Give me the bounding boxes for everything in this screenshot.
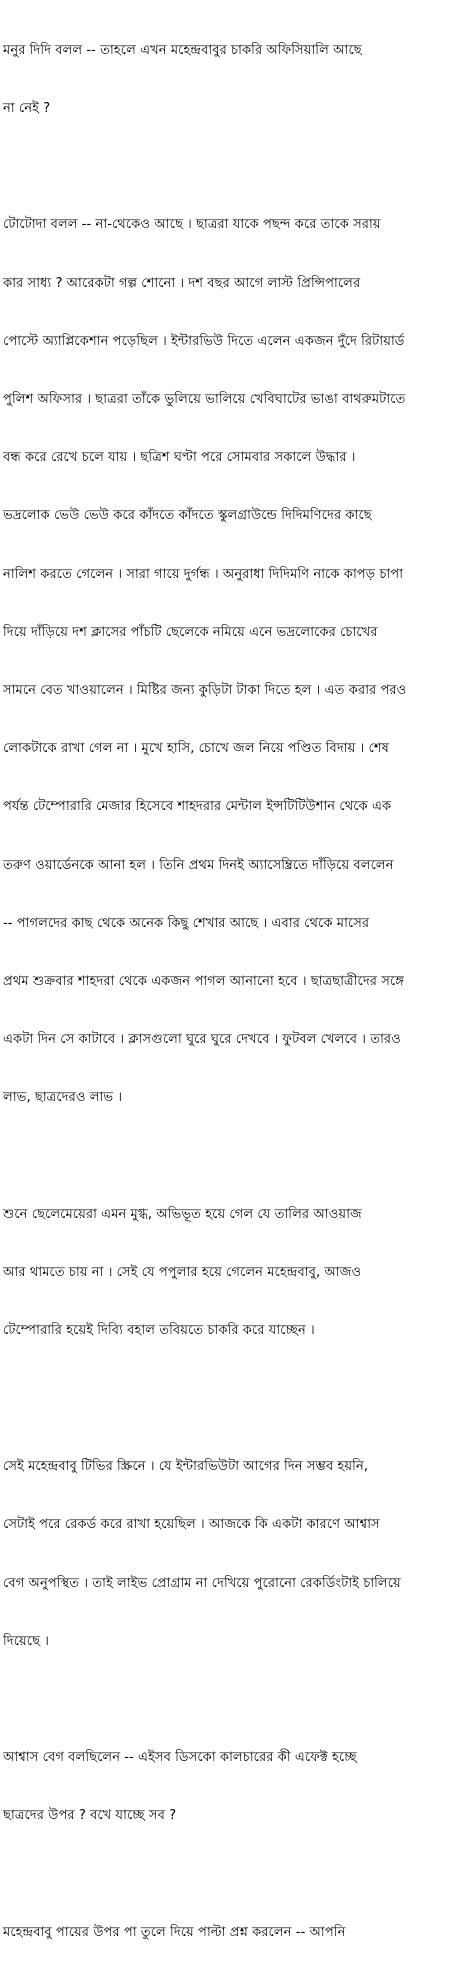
text-line: কার সাধ্য ? আরেকটা গল্প শোনো । দশ বছর আগে লাস্ট প্রিন্সিপালের — [3, 275, 361, 291]
text-line: আর থামতে চায় না । সেই যে পপুলার হয়ে গেলেন মহেন্দ্রবাবু, আজও — [3, 1265, 362, 1281]
text-line: সেই মহেন্দ্রবাবু টিভির স্ক্রিনে । যে ইন্টারভিউটা আগের দিন সম্ভব হয়নি, — [3, 1459, 369, 1475]
paragraph-spacer — [3, 1379, 453, 1418]
text-line: দিয়ে দাঁড়িয়ে দশ ক্লাসের পাঁচটি ছেলেকে নমিয়ে এনে ভদ্রলোকের চোখের — [3, 624, 378, 640]
paragraph-spacer — [3, 157, 453, 176]
text-line: বেগ অনুপস্থিত । তাই লাইভ প্রোগ্রাম না দেখিয়ে পুরোনো রেকর্ডিংটাই চালিয়ে — [3, 1575, 401, 1591]
text-line: আশ্বাস বেগ বলছিলেন -- এইসব ডিসকো কালচারের কী এফেক্ট হচ্ছে — [3, 1750, 357, 1766]
text-line: বন্ধ করে রেখে চলে যায় । ছত্রিশ ঘণ্টা পরে সোমবার সকালে উদ্ধার । — [3, 450, 356, 466]
paragraph-5 — [3, 1709, 453, 1864]
paragraph-spacer — [3, 1690, 453, 1709]
text-line: পুলিশ অফিসার । ছাত্ররা তাঁকে ভুলিয়ে ভালিয়ে খেবিঘাটের ভাঙা বাথরুমটাতে — [3, 392, 406, 408]
text-line: লোকটাকে রাখা গেল না । মুখে হাসি, চোখে জল নিয়ে পণ্ডিত বিদায় । শেষ — [3, 741, 389, 757]
paragraph-3 — [3, 1166, 453, 1379]
text-line: ছাত্রদের উপর ? বখে যাচ্ছে সব ? — [3, 1808, 177, 1824]
paragraph-6 — [3, 1884, 453, 1981]
text-line: একটা দিন সে কাটাবে । ক্লাসগুলো ঘুরে ঘুরে দেখবে । ফুটবল খেলবে । তারও — [3, 1032, 401, 1048]
text-line: লাভ, ছাত্রদেরও লাভ । — [3, 1090, 123, 1106]
text-line: পোস্টে অ্যাপ্লিকেশান পড়েছিল । ইন্টারভিউ দিতে এলেন একজন দুঁদে রিটায়ার্ড — [3, 333, 405, 349]
text-line: না নেই ? — [3, 101, 51, 117]
text-line: -- পাগলদের কাছ থেকে অনেক কিছু শেখার আছে । এবার থেকে মাসের — [3, 915, 370, 931]
text-line: টেম্পোরারি হয়েই দিব্যি বহাল তবিয়তে চাকরি করে যাচ্ছেন । — [3, 1323, 315, 1339]
text-line: তরুণ ওয়ার্ডেনকে আনা হল । তিনি প্রথম দিনই অ্যাসেম্ব্রিতে দাঁড়িয়ে বললেন — [3, 857, 394, 873]
text-line: ভদ্রলোক ভেউ ভেউ করে কাঁদতে কাঁদতে স্কুলগ্রাউন্ডে দিদিমণিদের কাছে — [3, 508, 372, 524]
document-page — [3, 2, 453, 1940]
text-line: মনুর দিদি বলল -- তাহলে এখন মহেন্দ্রবাবুর চাকরি অফিসিয়ালি আছে — [3, 42, 362, 58]
paragraph-spacer — [3, 1865, 453, 1884]
text-line: শুনে ছেলেমেয়েরা এমন মুগ্ধ, অভিভূত হয়ে গেল যে তালির আওয়াজ — [3, 1206, 362, 1222]
paragraph-2 — [3, 177, 453, 1147]
text-line: সামনে বেত খাওয়ালেন । মিষ্টির জন্য কুড়িটা টাকা দিতে হল । এত করার পরও — [3, 683, 407, 699]
text-line: মহেন্দ্রবাবু পায়ের উপর পা তুলে দিয়ে পাল্টা প্রশ্ন করলেন -- আপনি — [3, 1924, 346, 1940]
text-line: সেটাই পরে রেকর্ড করে রাখা হয়েছিল । আজকে কি একটা কারণে আশ্বাস — [3, 1517, 380, 1533]
text-line: পর্যন্ত টেম্পোরারি মেজার হিসেবে শাহদরার মেন্টাল ইন্সটিটিউশান থেকে এক — [3, 799, 392, 815]
paragraph-1 — [3, 2, 453, 157]
paragraph-spacer — [3, 1147, 453, 1166]
text-line: টোটোদা বলল -- না-থেকেও আছে । ছাত্ররা যাকে পছন্দ করে তাকে সরায় — [3, 217, 381, 233]
text-line: প্রথম শুক্রবার শাহদরা থেকে একজন পাগল আনানো হবে । ছাত্রছাত্রীদের সঙ্গে — [3, 974, 404, 990]
paragraph-4 — [3, 1418, 453, 1690]
text-line: দিয়েছে । — [3, 1633, 49, 1649]
text-line: নালিশ করতে গেলেন । সারা গায়ে দুর্গন্ধ । অনুরাধা দিদিমণি নাকে কাপড় চাপা — [3, 566, 404, 582]
